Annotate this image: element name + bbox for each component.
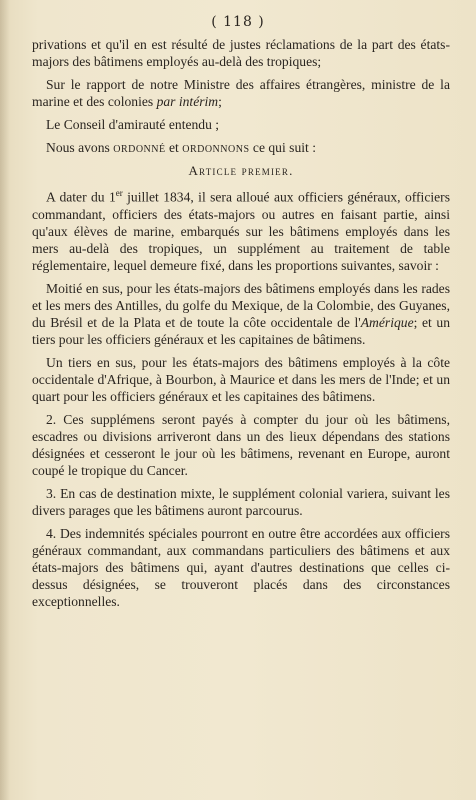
paragraph-tiers: Un tiers en sus, pour les états-majors des bâtimens employés à la côte occidentale d'Afrique, à Bourbon, à Maurice et dans les mers de l'Inde; et un quart pour les officiers généraux et les capitaines des bâtimens. [32,354,450,404]
rapport-text: Sur le rapport de notre Ministre des affaires étrangères, ministre de la marine et des colonies [32,77,450,109]
paragraph-article-3: 3. En cas de destination mixte, le supplément colonial variera, suivant les divers parages que les bâtimens auront parcourus. [32,485,450,518]
ordonnons-text-2: et [165,140,183,155]
body-text [32,36,450,616]
paragraph-article-1 [32,185,450,274]
ordonnons-text-1: Nous avons [46,140,114,155]
moitie-text-2: ; et un tiers pour les officiers généraux et les capitaines de bâtimens. [32,314,450,347]
page-number: ( 118 ) [211,14,265,30]
paragraph-conseil: Le Conseil d'amirauté entendu ; [46,117,220,132]
paragraph-article-2: 2. Ces supplémens seront payés à compter du jour où les bâtimens, escadres ou divisions arriveront dans un des lieux dépendans des stations désignées et cesseront le jour où les bâtimens, revenant en Europe, auront coupé le tropique du Cancer. [32,411,450,478]
paragraph-rapport [32,76,450,110]
article-1-body: juillet 1834, il sera alloué aux officiers généraux, officiers commandant, officiers des états-majors ou autres en faisant partie, ainsi qu'aux élèves de marine, embarqués sur les bâtimens employés dans les mers au-delà des tropiques, un supplément au traitement de table réglementaire, lequel demeure fixé, dans les proportions suivantes, savoir : [32,189,450,273]
binding-shadow [0,0,10,800]
paragraph-article-4: 4. Des indemnités spéciales pourront en outre être accordées aux officiers généraux commandant, aux commandans particuliers des bâtimens et aux états-majors des bâtimens qui, ayant d'autres destinations que celles ci-dessus désignées, se trouveront placés dans des circonstances exceptionnelles. [32,525,450,609]
ordonne-smallcaps: ordonné [113,140,166,155]
ordonnons-smallcaps: ordonnons [182,140,250,155]
paragraph-moitie [32,280,450,348]
rapport-end: ; [218,94,222,109]
moitie-text-1: Moitié en sus, pour les états-majors des bâtimens employés dans les rades et les mers des Antilles, du golfe du Mexique, de la Colombie, des Guyanes, du Brésil et de la Plata et de toute la côte occidentale de l' [32,280,450,330]
article-1-start: A dater du 1 [46,189,116,205]
article-1-superscript: er [115,188,123,198]
article-heading: Article premier. [188,163,294,178]
ordonnons-text-3: ce qui suit : [249,140,316,155]
amerique-italic: Amérique [360,314,414,330]
par-interim-italic: par intérim [156,94,219,109]
paragraph-ordonnons [32,139,450,156]
paragraph-continuation: privations et qu'il en est résulté de justes réclamations de la part des états-majors des bâtimens employés au-delà des tropiques; [32,37,450,69]
